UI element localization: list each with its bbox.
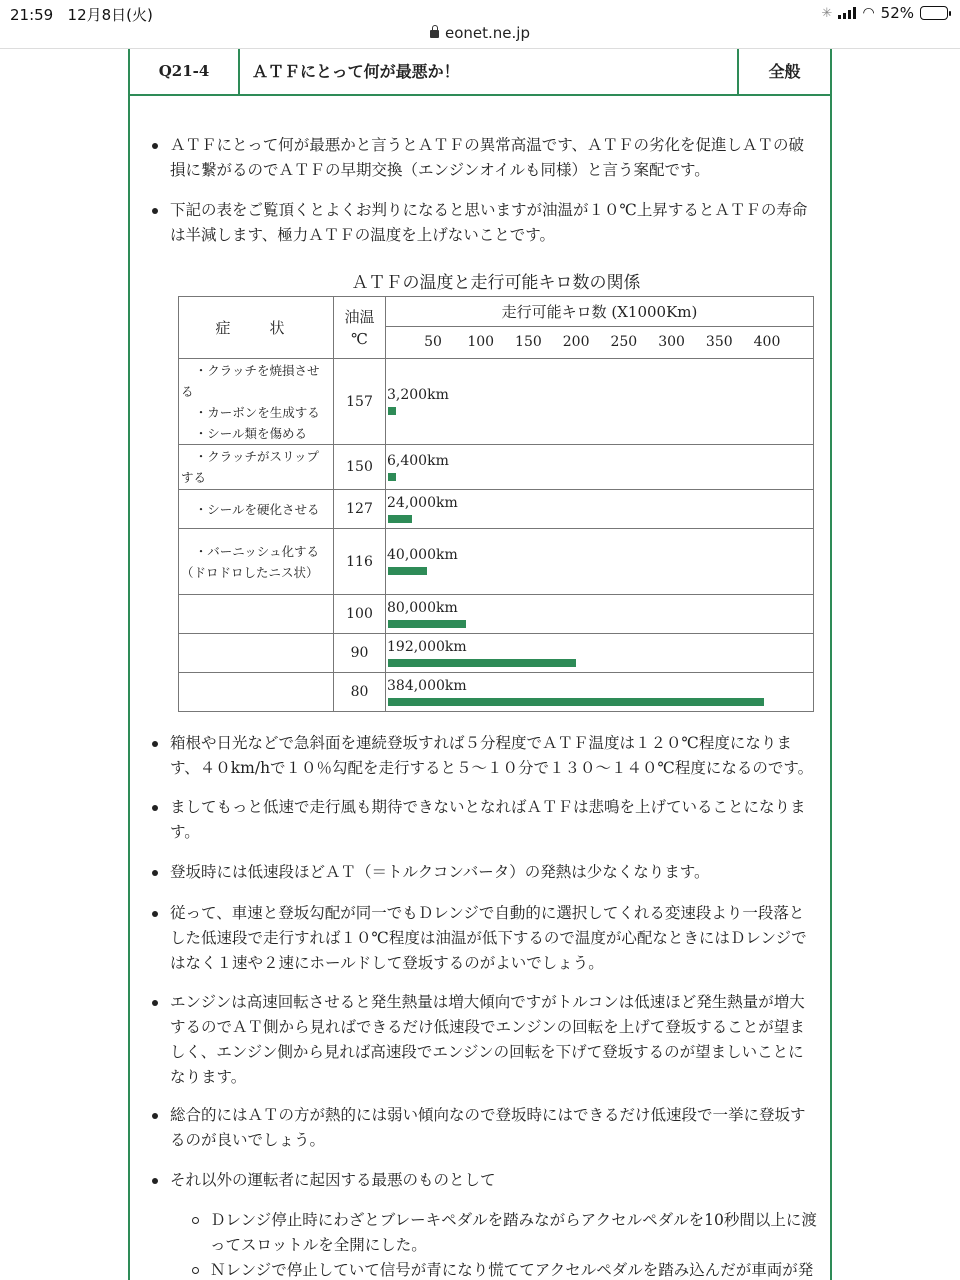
table-row — [179, 673, 814, 712]
symptom-cell — [179, 673, 334, 712]
circle-bullet-icon — [192, 1217, 199, 1224]
loading-spinner-icon: ✳ — [821, 5, 833, 21]
km-label: 3,200km — [387, 387, 449, 403]
list-item — [170, 1103, 818, 1153]
battery-icon — [920, 6, 948, 20]
question-title: ＡＴＦにとって何が最悪か！ — [252, 62, 460, 81]
list-item — [170, 901, 818, 976]
km-cell — [386, 673, 814, 712]
sub-item-text: Ｎレンジで停止していて信号が青になり慌ててアクセルペダルを踏み込んだが車両が発 — [210, 1261, 814, 1279]
km-bar — [388, 698, 764, 706]
cellular-signal-icon — [838, 7, 856, 19]
bullet-icon — [152, 911, 158, 917]
list-item — [170, 990, 818, 1090]
km-label: 384,000km — [387, 677, 467, 694]
list-item — [170, 1168, 818, 1193]
bullet-icon — [152, 1000, 158, 1006]
km-bar — [388, 659, 576, 667]
km-cell — [386, 359, 814, 445]
question-category: 全般 — [737, 49, 830, 94]
table-header-row — [179, 297, 814, 327]
symptom-cell — [179, 490, 334, 529]
km-cell — [386, 529, 814, 595]
symptom-cell — [179, 595, 334, 634]
temp-cell: 116 — [334, 529, 386, 595]
battery-percent: 52% — [880, 4, 914, 22]
temp-cell: 127 — [334, 490, 386, 529]
tick-label: 200 — [562, 334, 590, 350]
bullet-icon — [152, 805, 158, 811]
list-item — [170, 860, 818, 885]
clock: 21:59 — [10, 6, 54, 24]
tick-label: 150 — [515, 334, 542, 350]
atf-temperature-table — [178, 296, 814, 712]
question-id: Q21-4 — [130, 49, 240, 94]
table-row — [179, 634, 814, 673]
table-row — [179, 359, 814, 445]
km-label: 24,000km — [387, 494, 458, 511]
status-time — [10, 4, 153, 25]
header-km: 走行可能キロ数 (X1000Km) — [386, 297, 814, 327]
km-bar — [388, 620, 466, 628]
paragraph-text: 登坂時には低速段ほどＡＴ（＝トルクコンバータ）の発熱は少なくなります。 — [170, 863, 710, 881]
temp-cell: 80 — [334, 673, 386, 712]
tick-label: 100 — [467, 334, 495, 350]
table-row — [179, 529, 814, 595]
km-cell — [386, 445, 814, 490]
paragraph-text: 下記の表をご覧頂くとよくお判りになると思いますが油温が１０℃上昇するとＡＴＦの寿命は半減します、極力ＡＴＦの温度を上げないことです。 — [170, 201, 808, 244]
circle-bullet-icon — [192, 1267, 199, 1274]
km-bar — [388, 567, 427, 575]
bullet-icon — [152, 1178, 158, 1184]
paragraph-text: それ以外の運転者に起因する最悪のものとして — [170, 1171, 496, 1189]
paragraph-text: ましてもっと低速で走行風も期待できないとなればＡＴＦは悲鳴を上げていることになります。 — [170, 798, 806, 841]
symptom-cell — [179, 445, 334, 490]
km-label: 80,000km — [387, 599, 458, 616]
tick-label: 50 — [424, 334, 442, 350]
date: 12月8日(火) — [67, 6, 153, 24]
status-indicators — [822, 4, 948, 22]
km-bar — [388, 407, 396, 415]
bullet-icon — [152, 1113, 158, 1119]
table-row — [179, 490, 814, 529]
symptom-text: ・クラッチを焼損させる — [181, 362, 320, 399]
symptom-text: ・クラッチがスリップする — [181, 449, 320, 485]
paragraph-text: 総合的にはＡＴの方が熱的には弱い傾向なので登坂時にはできるだけ低速段で一挙に登坂するのが良いでしょう。 — [170, 1106, 806, 1149]
paragraph-text: 箱根や日光などで急斜面を連続登坂すれば５分程度でＡＴＦ温度は１２０℃程度になります、４０km/hで１０％勾配を走行すると５〜１０分で１３０〜１４０℃程度になるのです。 — [170, 734, 814, 777]
symptom-text: ・バーニッシュ化する （ドロドロしたニス状） — [181, 543, 332, 580]
temp-cell: 150 — [334, 445, 386, 490]
paragraph-text: 従って、車速と登坂勾配が同一でもＤレンジで自動的に選択してくれる変速段より一段落とした低速段で走行すれば１０℃程度は油温が低下するので温度が心配なときにはＤレンジではなく１速や２速にホールドして登坂するのがよいでしょう。 — [170, 904, 807, 972]
temp-cell: 90 — [334, 634, 386, 673]
symptom-cell — [179, 359, 334, 445]
wifi-icon: ◠ — [862, 5, 875, 21]
km-axis-ticks — [386, 327, 814, 359]
address-bar[interactable] — [0, 24, 960, 48]
km-label: 40,000km — [387, 547, 458, 563]
sub-list-item — [210, 1258, 818, 1280]
temp-cell: 157 — [334, 359, 386, 445]
km-label: 192,000km — [387, 638, 467, 655]
sub-item-text: Ｄレンジ停止時にわざとブレーキペダルを踏みながらアクセルペダルを10秒間以上に渡ってスロットルを全開にした。 — [210, 1211, 817, 1254]
tick-label: 350 — [705, 334, 733, 350]
list-item — [170, 795, 818, 845]
list-item — [170, 133, 818, 183]
symptom-cell — [179, 529, 334, 595]
url-text[interactable]: eonet.ne.jp — [445, 24, 530, 42]
list-item — [170, 731, 818, 781]
bullet-icon — [152, 870, 158, 876]
table-body — [179, 359, 814, 712]
km-bar — [388, 515, 412, 523]
bullet-icon — [152, 143, 158, 149]
lock-icon — [430, 30, 439, 38]
paragraph-text: エンジンは高速回転させると発生熱量は増大傾向ですがトルコンは低速ほど発生熱量が増大するのでＡＴ側から見ればできるだけ低速段でエンジンの回転を上げて登坂することが望ましく、エンジン側から見れば高速段でエンジンの回転を下げて登坂するのが望ましいことになります。 — [170, 993, 805, 1086]
bullet-icon — [152, 741, 158, 747]
symptom-text: ・カーボンを生成する — [194, 404, 320, 420]
km-cell — [386, 595, 814, 634]
table-row — [179, 595, 814, 634]
km-label: 6,400km — [387, 452, 449, 469]
sub-list-item — [210, 1208, 818, 1258]
km-cell — [386, 634, 814, 673]
km-cell — [386, 490, 814, 529]
header-temp-label: 油温 — [344, 307, 375, 326]
symptom-text: ・シール類を傷める — [194, 425, 308, 441]
question-header — [130, 49, 830, 96]
tick-label: 300 — [658, 334, 685, 350]
temp-cell: 100 — [334, 595, 386, 634]
header-temp-unit: ℃ — [351, 329, 368, 348]
bullet-icon — [152, 208, 158, 214]
symptom-cell — [179, 634, 334, 673]
header-symptom: 症 状 — [179, 297, 334, 359]
table-caption: ＡＴＦの温度と走行可能キロ数の関係 — [351, 273, 641, 293]
km-bar — [388, 473, 396, 481]
tick-label: 400 — [753, 334, 781, 350]
tick-label: 250 — [610, 334, 638, 350]
paragraph-text: ＡＴＦにとって何が最悪かと言うとＡＴＦの異常高温です、ＡＴＦの劣化を促進しＡＴの破損に繋がるのでＡＴＦの早期交換（エンジンオイルも同様）と言う案配です。 — [170, 136, 804, 179]
symptom-text: ・シールを硬化させる — [194, 501, 320, 517]
status-bar — [0, 0, 960, 26]
header-temp — [334, 297, 386, 359]
table-row — [179, 445, 814, 490]
list-item — [170, 198, 818, 248]
